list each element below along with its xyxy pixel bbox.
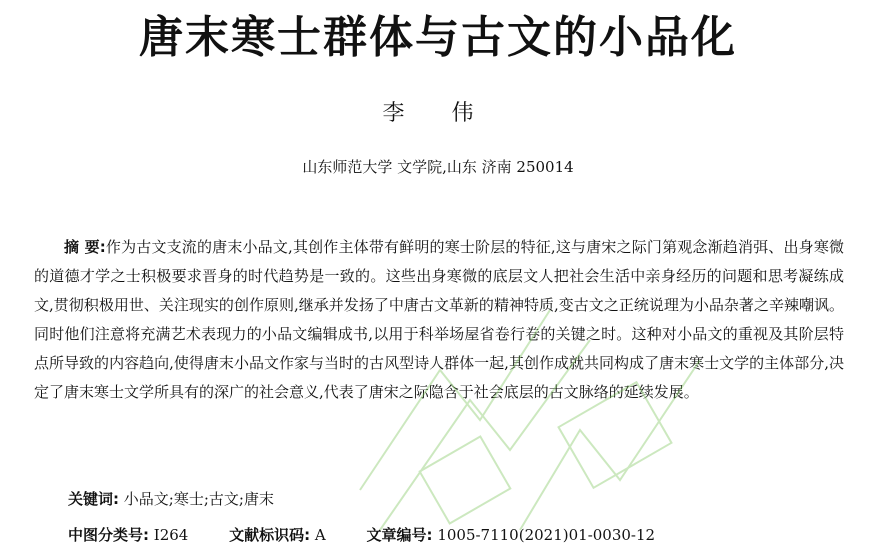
clc-value: I264 (153, 526, 189, 544)
paper-title: 唐末寒士群体与古文的小品化 (139, 12, 737, 63)
keywords-text: 小品文;寒士;古文;唐末 (123, 490, 274, 508)
keywords-label: 关键词: (68, 490, 119, 508)
abstract-block (34, 233, 844, 407)
article-no-value: 1005-7110(2021)01-0030-12 (437, 526, 656, 544)
abstract-label: 摘 要: (64, 238, 106, 256)
article-no-item (367, 526, 656, 544)
classification-line (68, 523, 848, 547)
author-name: 李 伟 (382, 101, 494, 126)
doc-code-item (229, 526, 326, 544)
abstract-text: 作为古文支流的唐末小品文,其创作主体带有鲜明的寒士阶层的特征,这与唐宋之际门第观念渐趋消弭、出身寒微的道德才学之士积极要求晋身的时代趋势是一致的。这些出身寒微的底层文人把社会生活中亲身经历的问题和思考凝练成文,贯彻积极用世、关注现实的创作原则,继承并发扬了中唐古文革新的精神特质,变古文之正统说理为小品杂著之辛辣嘲讽。同时他们注意将充满艺术表现力的小品文编辑成书,以用于科举场屋省卷行卷的关键之时。这种对小品文的重视及其阶层特点所导致的内容趋向,使得唐末小品文作家与当时的古风型诗人群体一起,其创作成就共同构成了唐末寒士文学的主体部分,决定了唐末寒士文学所具有的深广的社会意义,代表了唐宋之际隐含于社会底层的古文脉络的延续发展。 (34, 238, 844, 401)
doc-code-value: A (314, 526, 326, 544)
author-affiliation: 山东师范大学 文学院,山东 济南 250014 (302, 158, 574, 176)
clc-label: 中图分类号: (68, 526, 149, 544)
clc-item (68, 526, 188, 544)
doc-code-label: 文献标识码: (229, 526, 311, 544)
article-no-label: 文章编号: (366, 526, 433, 544)
keywords-line (68, 487, 848, 511)
